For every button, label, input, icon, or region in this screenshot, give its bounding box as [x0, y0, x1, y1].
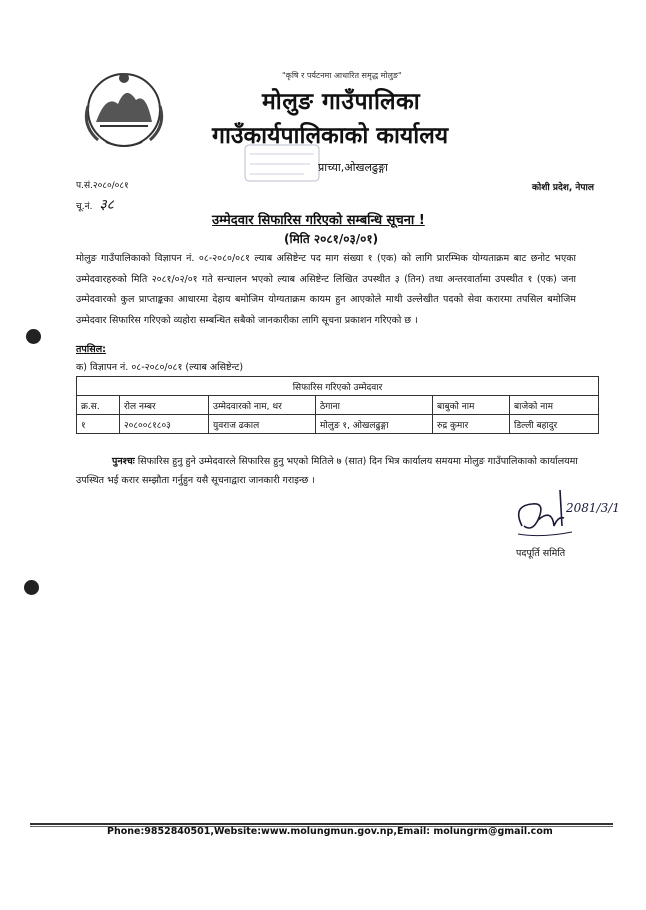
office-name: गाउँकार्यपालिकाको कार्यालय — [212, 123, 449, 149]
nepal-emblem-logo — [78, 66, 170, 150]
table-cell: डिल्ली बहादुर — [510, 415, 599, 434]
province-label: कोशी प्रदेश, नेपाल — [532, 183, 594, 193]
signatory: पदपूर्ति समिति — [516, 548, 566, 559]
postscript-label: पुनश्चः — [112, 456, 135, 467]
notice-title: उम्मेदवार सिफारिस गरिएको सम्बन्धि सूचना ! — [212, 213, 425, 228]
handwritten-signature — [502, 486, 620, 542]
postscript-text: सिफारिस हुनु हुने उम्मेदवारले सिफारिस हुनु भएको मितिले ७ (सात) दिन भित्र कार्यालय समयमा मोलुङ गाउँपालिकाको कार्यालयमा उपस्थित भई करार सम्झौता गर्नुहुन यसै सूचनाद्वारा जानकारी गराइन्छ । — [76, 456, 578, 486]
col-header: ठेगाना — [316, 396, 433, 415]
office-address: प्राच्या,ओखलढुङ्गा — [318, 161, 388, 174]
col-header: क्र.स. — [77, 396, 120, 415]
col-header: रोल नम्बर — [120, 396, 209, 415]
punch-hole — [26, 329, 41, 344]
table-cell: मोलुङ १, ओखलढुङ्गा — [316, 415, 433, 434]
postscript-paragraph — [76, 452, 606, 490]
advertisement-line: क) विज्ञापन नं. ०८-२०८०/०८१ (ल्याब असिष्टेन्ट) — [76, 362, 244, 373]
col-header: बाबुको नाम — [433, 396, 510, 415]
footer-contact: Phone:9852840501,Website:www.molungmun.gov.np,Email: molungrm@gmail.com — [107, 826, 553, 837]
punch-hole — [24, 580, 39, 595]
table-cell: युवराज ढकाल — [209, 415, 316, 434]
table-row — [77, 415, 599, 434]
notice-date: (मिति २०८१/०३/०१) — [284, 232, 379, 246]
table-cell: २०८००८१८०३ — [120, 415, 209, 434]
dispatch-value: ३८ — [99, 197, 114, 213]
reference-number: प.सं.२०८०/०८१ — [76, 181, 129, 191]
details-heading: तपसिल: — [76, 344, 106, 355]
table-cell: रुद्र कुमार — [433, 415, 510, 434]
table-header-row — [77, 396, 599, 415]
dispatch-number — [76, 195, 114, 214]
col-header: बाजेको नाम — [510, 396, 599, 415]
recommendation-table — [76, 376, 599, 434]
office-stamp — [244, 144, 320, 182]
notice-body: मोलुङ गाउँपालिकाको विज्ञापन नं. ०८-२०८०/०८१ ल्याब असिष्टेन्ट पद माग संख्या १ (एक) को लागि प्रारम्भिक योग्यताक्रम बाट छनोट भएका उम्मेदवारहरुको मिति २०८१/०२/०१ गते सन्चालन भएको ल्याब असिष्टेन्ट लिखित उपस्थीत ३ (तिन) तथा अन्तरवार्तामा उपस्थीत १ (एक) जना उम्मेदवारको कुल प्राप्ताङ्कका आधारमा देहाय बमोजिम योग्यताक्रम कायम हुन आएकोले माथी उल्लेखीत पदको सेवा करारमा तपसिल बमोजिम उम्मेदवार सिफारिस गरिएको व्यहोरा सम्बन्धित सबैको जानकारीका लागि सूचना प्रकाशन गरिएको छ । — [76, 253, 576, 326]
table-caption: सिफारिस गरिएको उम्मेदवार — [77, 377, 599, 396]
col-header: उम्मेदवारको नाम, थर — [209, 396, 316, 415]
table-cell: १ — [77, 415, 120, 434]
tagline: "कृषि र पर्यटनमा आधारित समृद्ध मोलुङ" — [282, 71, 402, 80]
signature-date: 2081/3/1 — [566, 501, 620, 515]
dispatch-label: चू.नं. — [76, 202, 93, 212]
footer-divider — [30, 823, 613, 825]
municipality-name: मोलुङ गाउँपालिका — [262, 89, 421, 115]
